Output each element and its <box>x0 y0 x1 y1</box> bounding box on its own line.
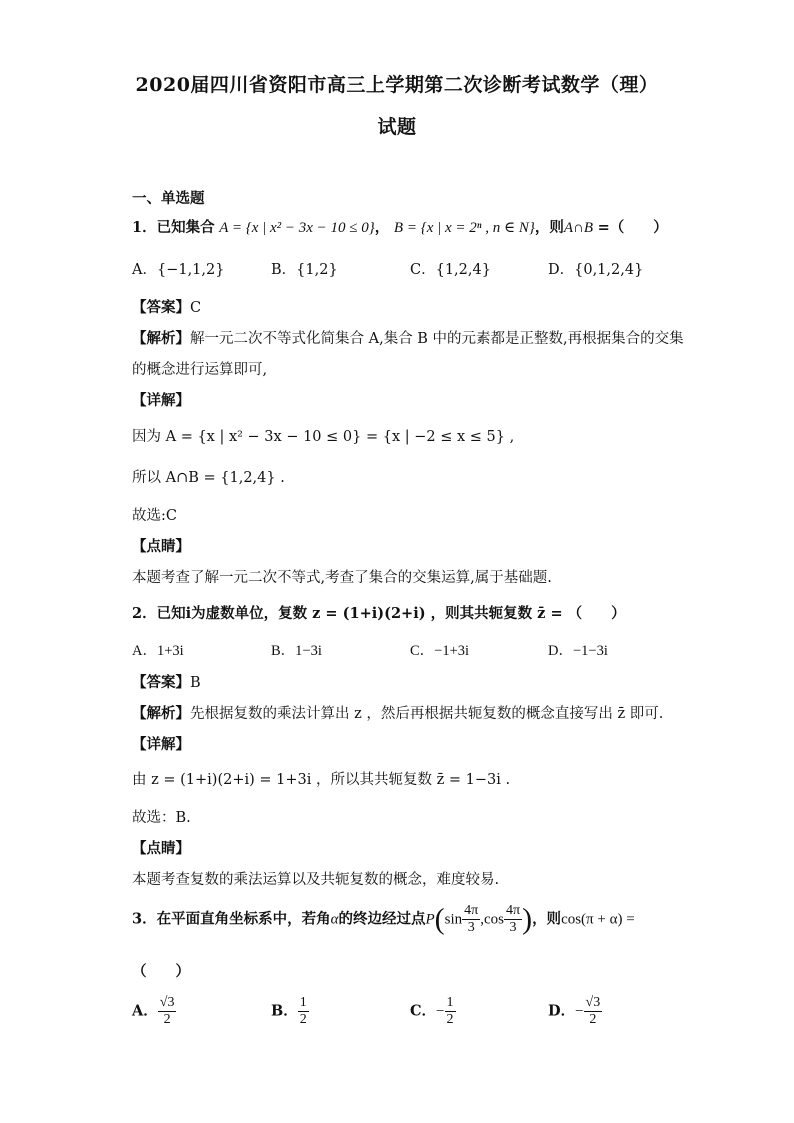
q1-comment-label: 【点睛】 <box>132 538 190 555</box>
q3-option-d-den: 2 <box>589 1012 597 1027</box>
q3-option-a <box>132 995 176 1028</box>
q1-blank: =（ ） <box>597 219 668 236</box>
q1-option-a: A．{−1,1,2} <box>132 262 225 278</box>
q1-choose: 故选:C <box>132 508 177 524</box>
q3-stem-a: 在平面直角坐标系中，若角 <box>156 910 331 928</box>
q2-stem-text: 已知i为虚数单位，复数 z = (1+i)(2+i) ，则其共轭复数 z̄ = （ ） <box>156 605 626 622</box>
q2-answer <box>132 671 201 692</box>
q3-frac-cos <box>504 903 522 936</box>
q3-option-a-den: 2 <box>163 1012 171 1027</box>
q1-analysis-text1: 解一元二次不等式化简集合 A,集合 B 中的元素都是正整数,再根据集合的交集 <box>190 331 684 347</box>
q2-option-c: C．−1+3i <box>410 643 470 659</box>
document-title-line1: 2020届四川省资阳市高三上学期第二次诊断考试数学（理） <box>135 74 659 96</box>
q1-analysis-line2: 的概念进行运算即可, <box>132 362 268 378</box>
q3-stem-b: 的终边经过点 <box>338 910 426 928</box>
q3-option-b-label: B． <box>271 1002 298 1020</box>
q1-option-c: C．{1,2,4} <box>410 262 491 278</box>
q2-detail: 由 z = (1+i)(2+i) = 1+3i ，所以其共轭复数 z̄ = 1−3i . <box>132 772 511 788</box>
q3-blank: （ ） <box>132 963 190 980</box>
q3-option-d-label: D． <box>548 1002 576 1020</box>
q2-comment-label: 【点睛】 <box>132 840 190 857</box>
q1-stem <box>132 216 668 237</box>
q3-alpha: α <box>330 911 339 928</box>
q3-target: cos(π + α) = <box>561 911 635 928</box>
q3-sin: sin <box>444 911 463 928</box>
q2-answer-label: 【答案】 <box>132 674 190 691</box>
q1-analysis-label: 【解析】 <box>132 330 190 347</box>
q3-option-c-num: 1 <box>446 995 454 1010</box>
q2-analysis-label: 【解析】 <box>132 705 190 722</box>
q1-analysis-line1 <box>132 327 684 348</box>
document-title-line2: 试题 <box>377 116 417 138</box>
q3-option-d-frac <box>584 995 603 1028</box>
q1-option-b: B．{1,2} <box>271 262 338 278</box>
q3-option-b <box>271 995 309 1028</box>
q2-number: 2． <box>132 605 157 622</box>
section-heading: 一、单选题 <box>132 190 205 207</box>
q2-choose: 故选：B. <box>132 810 191 826</box>
q3-frac-sin <box>462 903 480 936</box>
q3-option-c-frac <box>445 995 456 1028</box>
q3-option-c-sign: − <box>436 1003 445 1020</box>
q1-number: 1． <box>132 219 157 236</box>
q1-stem-b: ，则 <box>534 219 564 236</box>
q2-option-b: B．1−3i <box>271 643 322 659</box>
q2-analysis <box>132 702 663 723</box>
q3-option-d-sign: − <box>575 1003 584 1020</box>
q1-answer-value: C <box>190 300 202 316</box>
q3-option-b-frac <box>298 995 309 1028</box>
q3-option-c <box>410 995 456 1028</box>
q1-option-d: D．{0,1,2,4} <box>548 262 644 278</box>
q1-answer-label: 【答案】 <box>132 299 190 316</box>
q2-comment: 本题考查复数的乘法运算以及共轭复数的概念，难度较易. <box>132 872 500 888</box>
q3-option-c-label: C． <box>410 1002 437 1020</box>
q3-frac-cos-num: 4π <box>505 903 521 918</box>
q3-frac-sin-den: 3 <box>467 920 475 935</box>
q2-detail-label: 【详解】 <box>132 736 190 753</box>
q3-stem: 3．在平面直角坐标系中，若角α的终边经过点P(sin $\frac{4\pi}{3}$ ,cos $\frac{4\pi}{3}$ )，则cos(π + α) = <box>132 902 635 936</box>
q2-analysis-text: 先根据复数的乘法计算出 z ，然后再根据共轭复数的概念直接写出 z̄ 即可. <box>190 706 664 722</box>
q3-option-a-num: √3 <box>159 995 175 1010</box>
q1-expr: A∩B <box>563 220 594 236</box>
q1-detail-line1: 因为 A = {x | x² − 3x − 10 ≤ 0} = {x | −2 ≤ x ≤ 5} , <box>132 429 515 445</box>
q1-detail-line2: 所以 A∩B = {1,2,4} . <box>132 470 285 486</box>
q2-stem <box>132 602 626 623</box>
q3-option-c-den: 2 <box>446 1012 454 1027</box>
q3-option-d-num: √3 <box>585 995 601 1010</box>
q3-stem-c: ，则 <box>532 910 562 928</box>
q2-option-a: A．1+3i <box>132 643 184 659</box>
q1-set-a: A = {x | x² − 3x − 10 ≤ 0} <box>219 220 375 236</box>
q1-stem-a: 已知集合 <box>156 219 215 236</box>
q2-option-d: D．−1−3i <box>548 643 608 659</box>
q2-answer-value: B <box>190 675 201 691</box>
q1-set-b: B = {x | x = 2ⁿ , n ∈ N} <box>393 220 535 236</box>
q3-number: 3． <box>132 910 157 928</box>
q3-frac-cos-den: 3 <box>509 920 517 935</box>
q3-option-b-num: 1 <box>299 995 307 1010</box>
q3-option-d <box>548 995 602 1028</box>
q3-option-a-label: A． <box>132 1002 158 1020</box>
q1-detail-label: 【详解】 <box>132 392 190 409</box>
q3-point: P <box>425 911 435 928</box>
q3-frac-sin-num: 4π <box>464 903 479 918</box>
q3-option-a-frac <box>158 995 177 1028</box>
q1-comma: ， <box>374 219 390 236</box>
q3-cos: cos <box>483 911 504 928</box>
q1-comment: 本题考查了解一元二次不等式,考查了集合的交集运算,属于基础题. <box>132 570 552 586</box>
q1-answer <box>132 296 201 317</box>
q3-option-b-den: 2 <box>299 1012 307 1027</box>
